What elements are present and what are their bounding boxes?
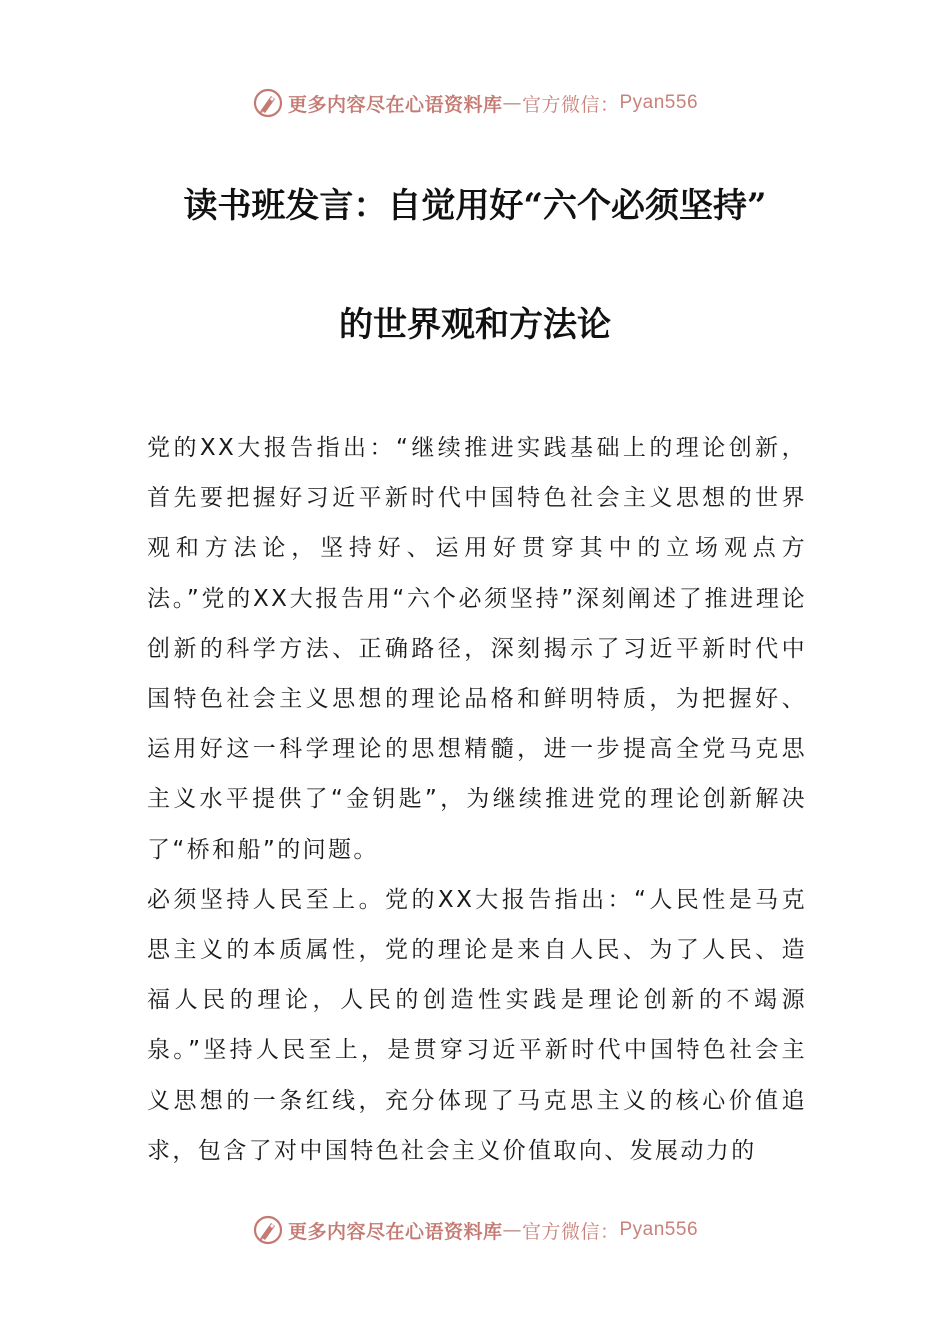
watermark-wechat-label: 官方微信： <box>521 93 620 116</box>
watermark-separator: — <box>502 1219 522 1241</box>
watermark-banner-top <box>0 86 950 120</box>
paragraph-people-first: 必须坚持人民至上。党的XX大报告指出：“人民性是马克思主义的本质属性，党的理论是来自人民、为了人民、造福人民的理论，人民的创造性实践是理论创新的不竭源泉。”坚持人民至上，是贯穿习近平新时代中国特色社会主义思想的一条红线，充分体现了马克思主义的核心价值追求，包含了对中国特色社会主义价值取向、发展动力的 <box>147 886 807 1164</box>
document-title-line-2: 的世界观和方法论 <box>339 305 611 345</box>
document-body <box>147 423 807 1176</box>
document-title-line-1: 读书班发言：自觉用好“六个必须坚持” <box>183 186 767 226</box>
watermark-separator: — <box>502 92 522 114</box>
pen-nib-logo-icon <box>252 1214 284 1246</box>
watermark-brand: 更多内容尽在心语资料库 <box>287 93 503 116</box>
watermark-wechat-label: 官方微信： <box>521 1220 620 1243</box>
pen-nib-logo-icon <box>252 87 284 119</box>
watermark-banner-bottom <box>0 1213 950 1247</box>
watermark-wechat-id: Pyan556 <box>619 92 699 113</box>
paragraph-intro: 党的XX大报告指出：“继续推进实践基础上的理论创新，首先要把握好习近平新时代中国特色社会主义思想的世界观和方法论，坚持好、运用好贯穿其中的立场观点方法。”党的XX大报告用“六个必须坚持”深刻阐述了推进理论创新的科学方法、正确路径，深刻揭示了习近平新时代中国特色社会主义思想的理论品格和鲜明特质，为把握好、运用好这一科学理论的思想精髓，进一步提高全党马克思主义水平提供了“金钥匙”，为继续推进党的理论创新解决了“桥和船”的问题。 <box>147 435 807 863</box>
watermark-wechat-id: Pyan556 <box>619 1219 699 1240</box>
watermark-brand: 更多内容尽在心语资料库 <box>287 1220 503 1243</box>
